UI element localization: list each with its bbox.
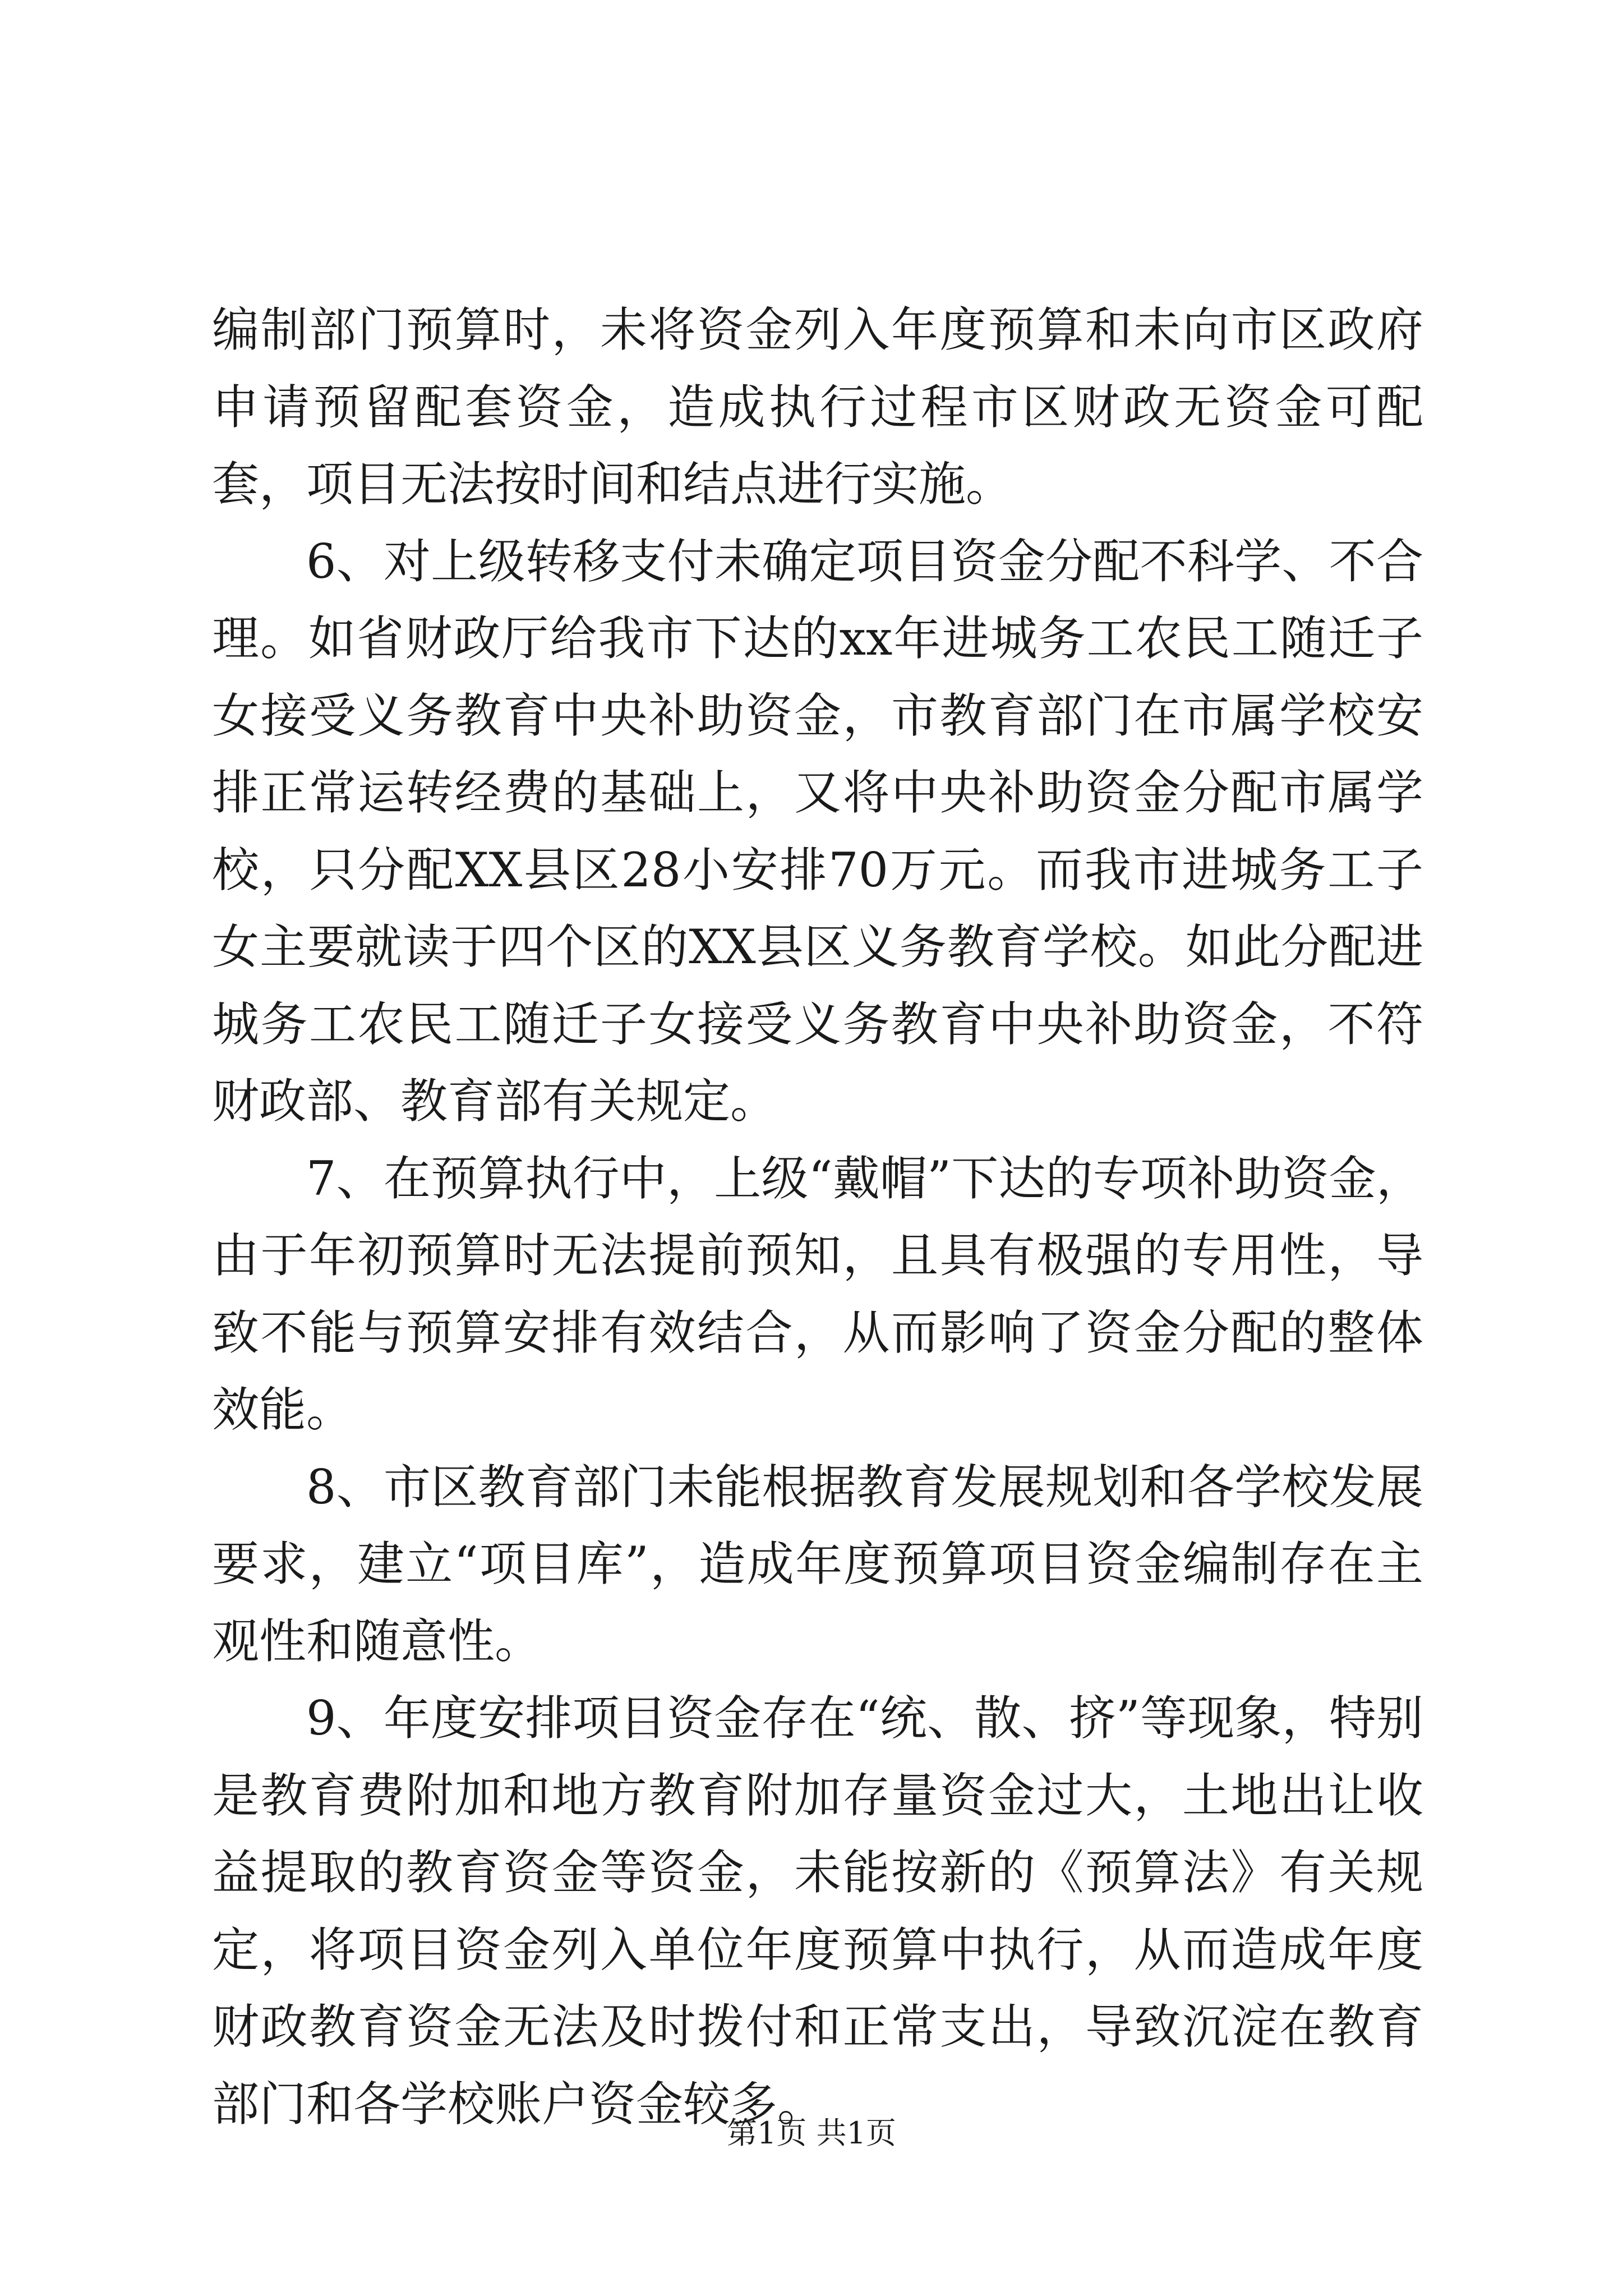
paragraph-item-9: 9、年度安排项目资金存在“统、散、挤”等现象，特别是教育费附加和地方教育附加存量资金过大，土地出让收益提取的教育资金等资金，未能按新的《预算法》有关规定，将项目资金列入单位年度预算中执行，从而造成年度财政教育资金无法及时拨付和正常支出，导致沉淀在教育部门和各学校账户资金较多。	[212, 1691, 1423, 2132]
paragraph-continuation: 编制部门预算时，未将资金列入年度预算和未向市区政府申请预留配套资金，造成执行过程市区财政无资金可配套，项目无法按时间和结点进行实施。	[212, 302, 1423, 512]
paragraph-item-6: 6、对上级转移支付未确定项目资金分配不科学、不合理。如省财政厅给我市下达的xx年进城务工农民工随迁子女接受义务教育中央补助资金，市教育部门在市属学校安排正常运转经费的基础上，又将中央补助资金分配市属学校，只分配XX县区28小安排70万元。而我市进城务工子女主要就读于四个区的XX县区义务教育学校。如此分配进城务工农民工随迁子女接受义务教育中央补助资金，不符财政部、教育部有关规定。	[212, 533, 1423, 1129]
paragraph-item-7: 7、在预算执行中，上级“戴帽”下达的专项补助资金，由于年初预算时无法提前预知，且具有极强的专用性，导致不能与预算安排有效结合，从而影响了资金分配的整体效能。	[212, 1151, 1423, 1437]
page-number-label: 第1页 共1页	[727, 2115, 896, 2151]
page-footer	[0, 2114, 1623, 2153]
document-body	[212, 292, 1423, 2143]
paragraph-item-8: 8、市区教育部门未能根据教育发展规划和各学校发展要求，建立“项目库”，造成年度预算项目资金编制存在主观性和随意性。	[212, 1459, 1423, 1669]
